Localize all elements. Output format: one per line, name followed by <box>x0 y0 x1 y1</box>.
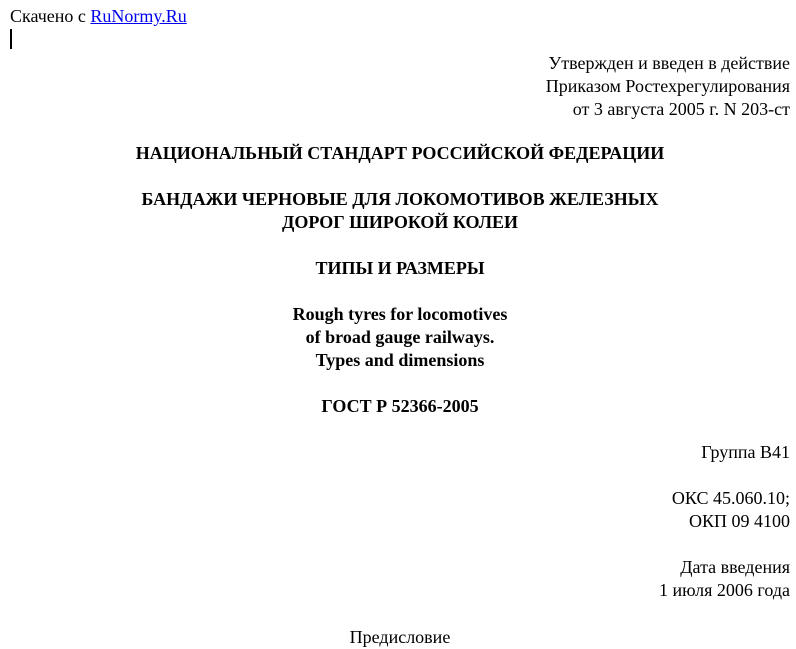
approval-block <box>546 52 790 121</box>
standard-title <box>0 188 796 234</box>
group-code: Группа В41 <box>701 442 790 462</box>
english-title-line-1: Rough tyres for locomotives <box>292 304 508 324</box>
english-title-line-3: Types and dimensions <box>315 350 485 370</box>
approval-line-3: от 3 августа 2005 г. N 203-ст <box>572 99 790 119</box>
national-standard-heading <box>0 142 796 165</box>
okp-code: ОКП 09 4100 <box>688 511 790 531</box>
english-title <box>0 303 796 372</box>
text-cursor <box>10 29 12 49</box>
standard-subtitle-text: ТИПЫ И РАЗМЕРЫ <box>315 258 485 278</box>
introduction-date-value: 1 июля 2006 года <box>659 580 790 600</box>
english-title-line-2: of broad gauge railways. <box>305 327 495 347</box>
national-standard-text: НАЦИОНАЛЬНЫЙ СТАНДАРТ РОССИЙСКОЙ ФЕДЕРАЦИИ <box>135 143 665 163</box>
gost-number <box>0 395 796 418</box>
standard-title-line-2: ДОРОГ ШИРОКОЙ КОЛЕИ <box>281 212 519 232</box>
approval-line-2: Приказом Ростехрегулирования <box>545 76 790 96</box>
group-block <box>701 441 790 464</box>
standard-subtitle <box>0 257 796 280</box>
standard-title-line-1: БАНДАЖИ ЧЕРНОВЫЕ ДЛЯ ЛОКОМОТИВОВ ЖЕЛЕЗНЫХ <box>141 189 659 209</box>
source-link[interactable]: RuNormy.Ru <box>90 6 187 26</box>
introduction-date-block <box>659 556 790 602</box>
classification-block <box>672 487 790 533</box>
source-line <box>10 5 187 27</box>
oks-code: ОКС 45.060.10; <box>671 488 790 508</box>
approval-line-1: Утвержден и введен в действие <box>548 53 790 73</box>
source-prefix: Скачено с <box>10 6 91 26</box>
introduction-date-label: Дата введения <box>680 557 790 577</box>
gost-number-text: ГОСТ Р 52366-2005 <box>321 396 479 416</box>
preface-text: Предисловие <box>349 627 451 647</box>
